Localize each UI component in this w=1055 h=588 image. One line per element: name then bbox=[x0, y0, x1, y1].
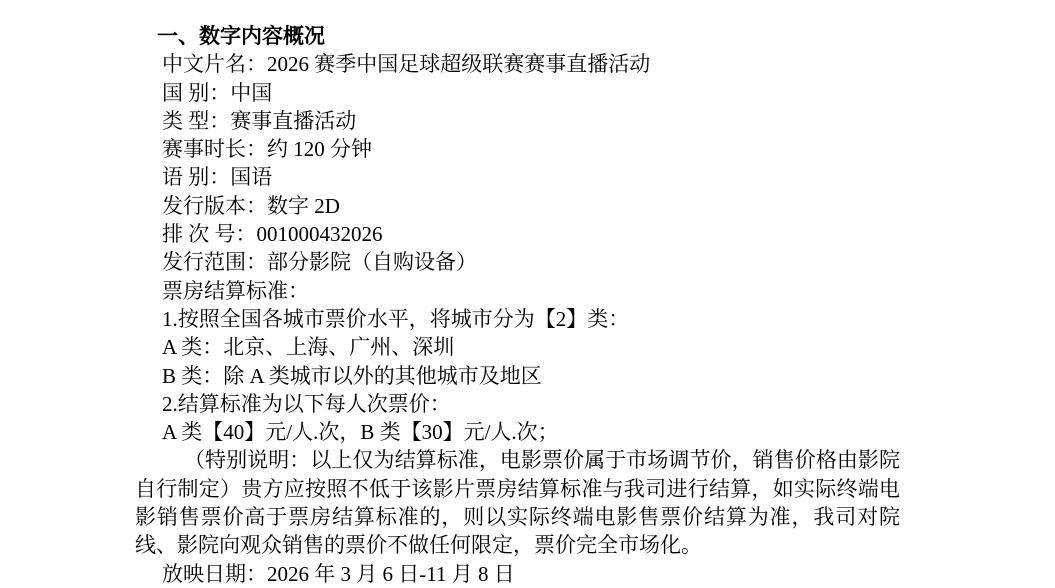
field-schedule-number: 排 次 号：001000432026 bbox=[162, 222, 383, 247]
line-settlement-standard: 2.结算标准为以下每人次票价： bbox=[162, 391, 451, 416]
special-note-paragraph: （特别说明：以上仅为结算标准，电影票价属于市场调节价，销售价格由影院自行制定）贵方应按照不低于该影片票房结算标准与我司进行结算，如实际终端电影销售票价高于票房结算标准的，则以实际终端电影售票价结算为准，我司对院线、影院向观众销售的票价不做任何限定，票价完全市场化。 bbox=[135, 448, 900, 558]
field-release-date: 放映日期：2026 年 3 月 6 日-11 月 8 日 bbox=[162, 561, 515, 586]
section-heading: 一、数字内容概况 bbox=[157, 24, 325, 48]
field-release-version: 发行版本：数字 2D bbox=[162, 193, 340, 218]
field-box-office-settlement-label: 票房结算标准： bbox=[162, 278, 309, 303]
field-language: 语 别：国语 bbox=[162, 165, 273, 190]
field-chinese-title: 中文片名：2026 赛季中国足球超级联赛赛事直播活动 bbox=[162, 52, 651, 77]
field-country: 国 别：中国 bbox=[162, 80, 273, 105]
field-distribution-scope: 发行范围：部分影院（自购设备） bbox=[162, 250, 477, 275]
line-class-b-cities: B 类：除 A 类城市以外的其他城市及地区 bbox=[162, 363, 542, 388]
line-class-a-cities: A 类：北京、上海、广州、深圳 bbox=[162, 335, 455, 360]
line-ticket-prices: A 类【40】元/人.次，B 类【30】元/人.次； bbox=[162, 420, 559, 445]
field-duration: 赛事时长：约 120 分钟 bbox=[162, 137, 372, 162]
line-city-classification: 1.按照全国各城市票价水平，将城市分为【2】类： bbox=[162, 306, 630, 331]
field-type: 类 型：赛事直播活动 bbox=[162, 108, 357, 133]
